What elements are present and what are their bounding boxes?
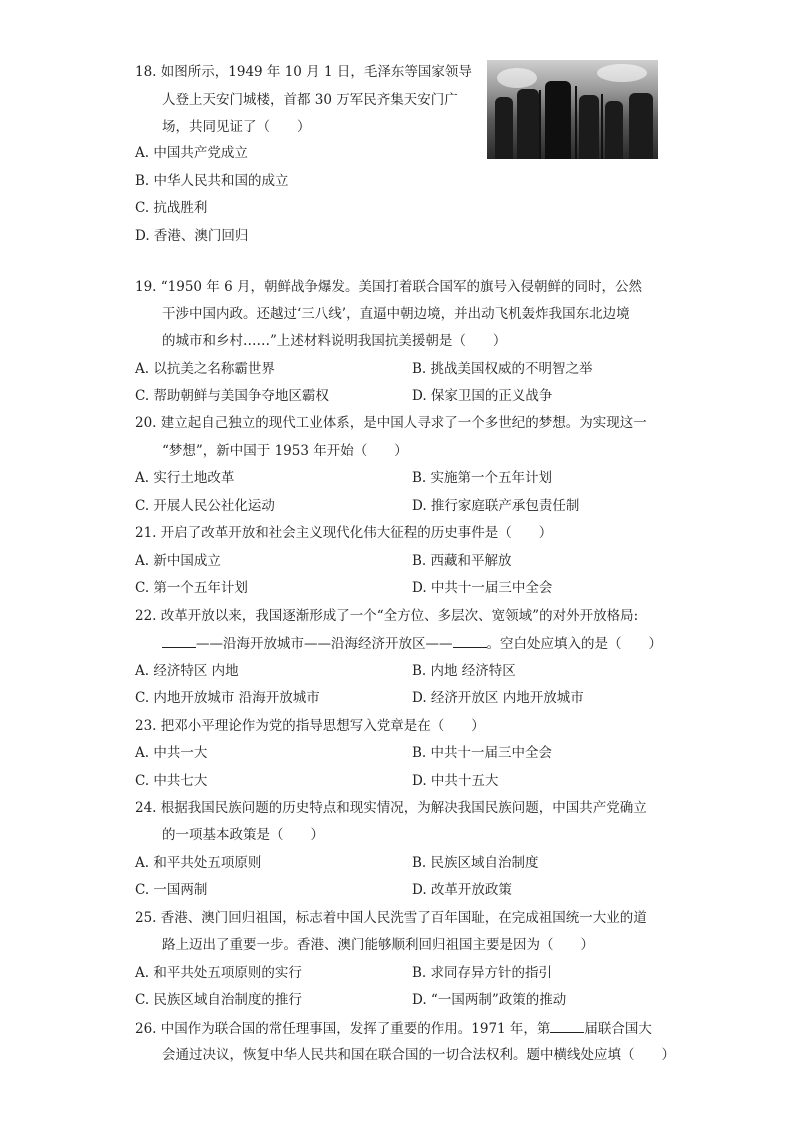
q22-option-d: D. 经济开放区 内地开放城市 xyxy=(412,690,584,706)
q20-stem-line-2: “梦想”，新中国于 1953 年开始（ ） xyxy=(162,443,408,459)
q19-option-c: C. 帮助朝鲜与美国争夺地区霸权 xyxy=(135,388,329,404)
q22-option-b: B. 内地 经济特区 xyxy=(412,663,516,679)
q25-stem-line-1: 25. 香港、澳门回归祖国，标志着中国人民洗雪了百年国耻，在完成祖国统一大业的道 xyxy=(135,910,647,926)
q21-option-c: C. 第一个五年计划 xyxy=(135,580,248,596)
answer-blank xyxy=(550,1018,584,1033)
q19-option-b: B. 挑战美国权威的不明智之举 xyxy=(412,361,593,377)
answer-blank xyxy=(453,633,487,648)
q18-option-c: C. 抗战胜利 xyxy=(135,200,208,216)
q23-option-a: A. 中共一大 xyxy=(135,745,208,761)
q18-option-d: D. 香港、澳门回归 xyxy=(135,228,249,244)
q19-stem-line-3: 的城市和乡村……”上述材料说明我国抗美援朝是（ ） xyxy=(162,333,507,349)
q19-option-a: A. 以抗美之名称霸世界 xyxy=(135,361,275,377)
q18-option-a: A. 中国共产党成立 xyxy=(135,145,248,161)
q21-stem-line-1: 21. 开启了改革开放和社会主义现代化伟大征程的历史事件是（ ） xyxy=(135,525,553,541)
q19-stem-line-2: 干涉中国内政。还越过‘三八线’，直逼中朝边境，并出动飞机轰炸我国东北边境 xyxy=(162,306,630,322)
q25-option-b: B. 求同存异方针的指引 xyxy=(412,965,553,981)
q24-stem-line-2: 的一项基本政策是（ ） xyxy=(162,827,324,843)
q22-option-c: C. 内地开放城市 沿海开放城市 xyxy=(135,690,320,706)
q23-stem-line-1: 23. 把邓小平理论作为党的指导思想写入党章是在（ ） xyxy=(135,718,485,734)
q20-option-b: B. 实施第一个五年计划 xyxy=(412,470,553,486)
tiananmen-photo xyxy=(487,60,658,159)
q26-stem-line-2: 会通过决议，恢复中华人民共和国在联合国的一切合法权利。题中横线处应填（ ） xyxy=(162,1047,675,1063)
q20-option-a: A. 实行土地改革 xyxy=(135,470,235,486)
q18-stem-line-3: 场，共同见证了（ ） xyxy=(162,119,311,135)
q23-option-c: C. 中共七大 xyxy=(135,773,208,789)
q21-option-a: A. 新中国成立 xyxy=(135,553,221,569)
q24-stem-line-1: 24. 根据我国民族问题的历史特点和现实情况，为解决我国民族问题，中国共产党确立 xyxy=(135,800,647,816)
q25-option-d: D. “一国两制”政策的推动 xyxy=(412,992,567,1008)
q21-option-d: D. 中共十一届三中全会 xyxy=(412,580,553,596)
q24-option-d: D. 改革开放政策 xyxy=(412,882,512,898)
q25-option-c: C. 民族区域自治制度的推行 xyxy=(135,992,302,1008)
q18-stem-line-2: 人登上天安门城楼，首都 30 万军民齐集天安门广 xyxy=(162,92,458,108)
q20-stem-line-1: 20. 建立起自己独立的现代工业体系，是中国人寻求了一个多世纪的梦想。为实现这一 xyxy=(135,415,647,431)
q19-stem-line-1: 19. “1950 年 6 月，朝鲜战争爆发。美国打着联合国军的旗号入侵朝鲜的同时，公然 xyxy=(135,279,642,295)
q18-stem-line-1: 18. 如图所示，1949 年 10 月 1 日，毛泽东等国家领导 xyxy=(135,64,472,80)
q19-option-d: D. 保家卫国的正义战争 xyxy=(412,388,553,404)
q25-option-a: A. 和平共处五项原则的实行 xyxy=(135,965,302,981)
q22-stem-line-1: 22. 改革开放以来，我国逐渐形成了一个“全方位、多层次、宽领域”的对外开放格局: xyxy=(135,608,639,624)
q23-option-d: D. 中共十五大 xyxy=(412,773,499,789)
q22-option-a: A. 经济特区 内地 xyxy=(135,663,239,679)
q21-option-b: B. 西藏和平解放 xyxy=(412,553,512,569)
q25-stem-line-2: 路上迈出了重要一步。香港、澳门能够顺利回归祖国主要是因为（ ） xyxy=(162,937,594,953)
q20-option-d: D. 推行家庭联产承包责任制 xyxy=(412,498,580,514)
q23-option-b: B. 中共十一届三中全会 xyxy=(412,745,553,761)
q24-option-c: C. 一国两制 xyxy=(135,882,208,898)
q24-option-b: B. 民族区域自治制度 xyxy=(412,855,539,871)
q24-option-a: A. 和平共处五项原则 xyxy=(135,855,262,871)
q20-option-c: C. 开展人民公社化运动 xyxy=(135,498,275,514)
q26-stem-line-1: 26. 中国作为联合国的常任理事国，发挥了重要的作用。1971 年，第 届联合国大 xyxy=(135,1018,652,1039)
q22-stem-line-2: ——沿海开放城市——沿海经济开放区—— 。空白处应填入的是（ ） xyxy=(162,633,662,654)
q18-option-b: B. 中华人民共和国的成立 xyxy=(135,173,289,189)
answer-blank xyxy=(162,633,196,648)
